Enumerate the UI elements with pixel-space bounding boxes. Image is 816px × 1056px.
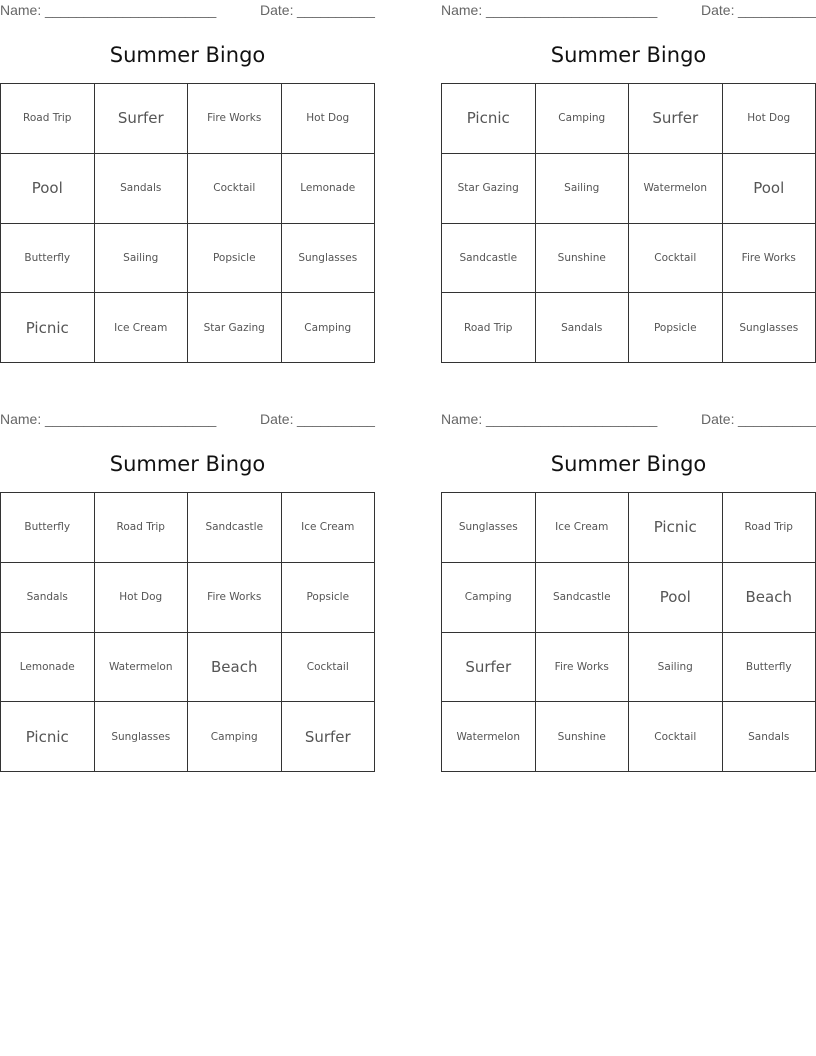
bingo-cell: Hot Dog: [95, 563, 189, 633]
bingo-cell: Popsicle: [188, 224, 282, 294]
bingo-cell: Sunglasses: [282, 224, 376, 294]
bingo-cell: Sandals: [1, 563, 95, 633]
bingo-cell: Lemonade: [282, 154, 376, 224]
card-header: [0, 2, 375, 18]
bingo-cell: Cocktail: [188, 154, 282, 224]
bingo-cell: Sailing: [95, 224, 189, 294]
bingo-grid: [441, 83, 816, 363]
bingo-cell: Cocktail: [629, 702, 723, 772]
bingo-cell: Pool: [1, 154, 95, 224]
bingo-cell: Star Gazing: [442, 154, 536, 224]
bingo-cell: Sandals: [95, 154, 189, 224]
bingo-cell: Pool: [723, 154, 816, 224]
bingo-cell: Pool: [629, 563, 723, 633]
bingo-cell: Butterfly: [1, 493, 95, 563]
bingo-cell: Camping: [442, 563, 536, 633]
bingo-cell: Sunglasses: [95, 702, 189, 772]
bingo-cell: Picnic: [1, 293, 95, 363]
bingo-cell: Sandcastle: [442, 224, 536, 294]
bingo-cell: Beach: [723, 563, 816, 633]
bingo-cell: Road Trip: [1, 84, 95, 154]
bingo-cell: Ice Cream: [95, 293, 189, 363]
card-title: Summer Bingo: [109, 452, 266, 476]
bingo-cell: Ice Cream: [282, 493, 376, 563]
bingo-cell: Surfer: [95, 84, 189, 154]
bingo-cell: Ice Cream: [536, 493, 630, 563]
bingo-cell: Fire Works: [188, 563, 282, 633]
bingo-card-1: [0, 0, 375, 365]
date-field: __________: [738, 2, 816, 18]
bingo-cell: Surfer: [442, 633, 536, 703]
name-label: Name:: [441, 411, 483, 427]
bingo-cell: Sandcastle: [536, 563, 630, 633]
bingo-cell: Hot Dog: [723, 84, 816, 154]
bingo-card-4: [441, 409, 816, 774]
bingo-cell: Butterfly: [723, 633, 816, 703]
bingo-cell: Butterfly: [1, 224, 95, 294]
bingo-cell: Camping: [536, 84, 630, 154]
bingo-cell: Sandcastle: [188, 493, 282, 563]
bingo-cell: Surfer: [629, 84, 723, 154]
bingo-cell: Hot Dog: [282, 84, 376, 154]
bingo-cell: Cocktail: [629, 224, 723, 294]
bingo-cell: Fire Works: [723, 224, 816, 294]
bingo-cell: Star Gazing: [188, 293, 282, 363]
bingo-cell: Sandals: [536, 293, 630, 363]
bingo-cell: Watermelon: [95, 633, 189, 703]
bingo-cell: Sailing: [629, 633, 723, 703]
name-field: ______________________: [486, 2, 658, 18]
bingo-cell: Sandals: [723, 702, 816, 772]
bingo-cell: Beach: [188, 633, 282, 703]
name-label: Name:: [0, 411, 42, 427]
bingo-card-3: [0, 409, 375, 774]
name-field: ______________________: [45, 2, 217, 18]
name-label: Name:: [0, 2, 42, 18]
bingo-cell: Fire Works: [536, 633, 630, 703]
bingo-cell: Surfer: [282, 702, 376, 772]
bingo-card-2: [441, 0, 816, 365]
date-label: Date:: [701, 2, 735, 18]
date-field: __________: [297, 411, 375, 427]
bingo-cell: Watermelon: [629, 154, 723, 224]
bingo-grid: [441, 492, 816, 772]
bingo-cell: Cocktail: [282, 633, 376, 703]
bingo-cell: Camping: [188, 702, 282, 772]
bingo-cell: Lemonade: [1, 633, 95, 703]
card-header: [0, 411, 375, 427]
bingo-cell: Camping: [282, 293, 376, 363]
card-header: [441, 411, 816, 427]
bingo-cell: Sailing: [536, 154, 630, 224]
bingo-grid: [0, 83, 375, 363]
card-header: [441, 2, 816, 18]
date-label: Date:: [260, 411, 294, 427]
bingo-cell: Popsicle: [629, 293, 723, 363]
bingo-cell: Picnic: [629, 493, 723, 563]
card-title: Summer Bingo: [109, 43, 266, 67]
bingo-cell: Road Trip: [723, 493, 816, 563]
bingo-grid: [0, 492, 375, 772]
bingo-cell: Watermelon: [442, 702, 536, 772]
name-label: Name:: [441, 2, 483, 18]
date-field: __________: [297, 2, 375, 18]
bingo-cell: Sunshine: [536, 224, 630, 294]
bingo-cell: Popsicle: [282, 563, 376, 633]
bingo-cell: Picnic: [442, 84, 536, 154]
bingo-cell: Sunglasses: [442, 493, 536, 563]
bingo-cell: Fire Works: [188, 84, 282, 154]
name-field: ______________________: [486, 411, 658, 427]
bingo-cell: Road Trip: [442, 293, 536, 363]
bingo-cell: Sunshine: [536, 702, 630, 772]
card-title: Summer Bingo: [550, 452, 707, 476]
date-field: __________: [738, 411, 816, 427]
bingo-cell: Road Trip: [95, 493, 189, 563]
bingo-cell: Picnic: [1, 702, 95, 772]
name-field: ______________________: [45, 411, 217, 427]
date-label: Date:: [701, 411, 735, 427]
date-label: Date:: [260, 2, 294, 18]
bingo-cell: Sunglasses: [723, 293, 816, 363]
card-title: Summer Bingo: [550, 43, 707, 67]
